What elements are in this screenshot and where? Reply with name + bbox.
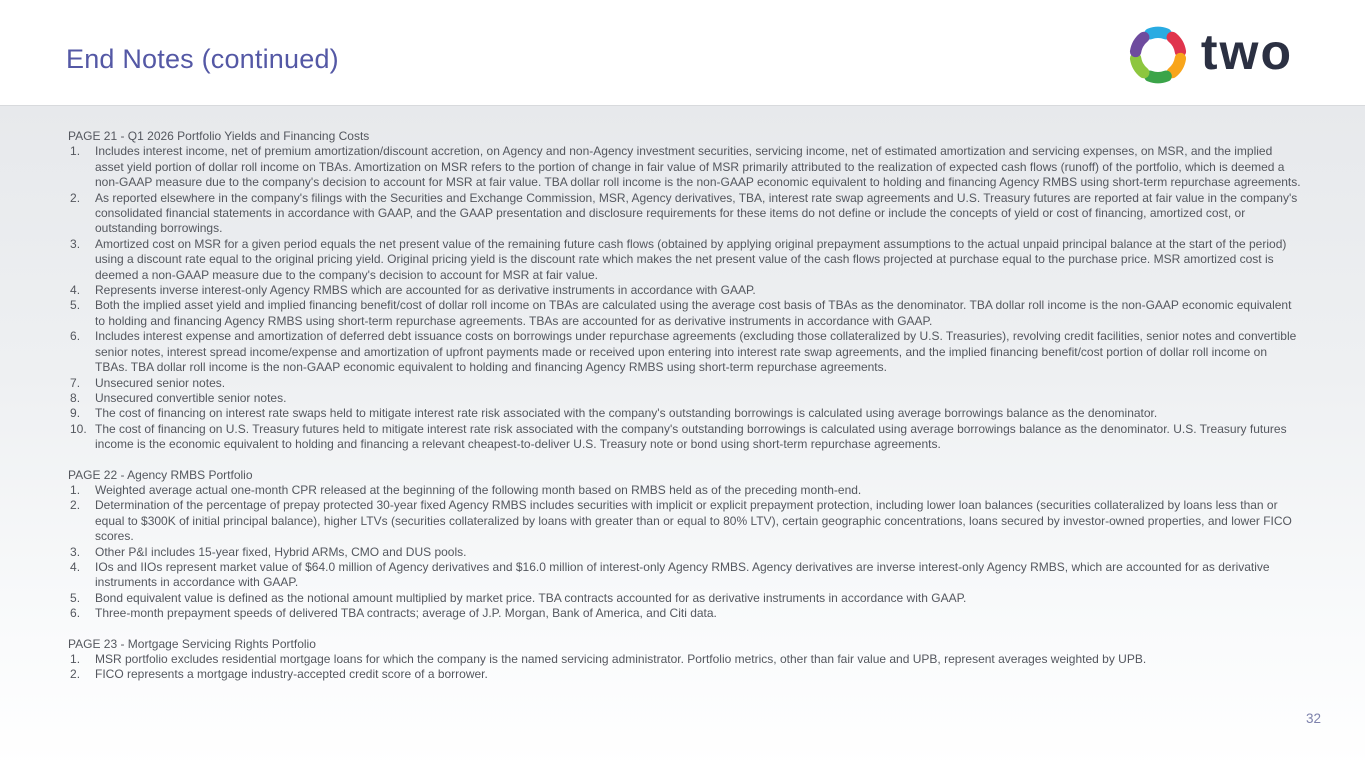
note-item: Other P&I includes 15-year fixed, Hybrid ARMs, CMO and DUS pools. <box>95 544 467 559</box>
two-harbors-hex-icon <box>1125 22 1191 88</box>
note-item: Three-month prepayment speeds of delivered TBA contracts; average of J.P. Morgan, Bank of America, and Citi data. <box>95 606 717 621</box>
section-heading: PAGE 21 - Q1 2026 Portfolio Yields and Financing Costs <box>68 129 370 143</box>
notes-content <box>68 129 1301 683</box>
note-item: Amortized cost on MSR for a given period equals the net present value of the remaining future cash flows (obtained by applying original prepayment assumptions to the actual unpaid principal balance at the start of the period) using a discount rate equal to the original pricing yield. Original pricing yield is the discount rate which makes the net present value of the cash flows projected at purchase equal to the purchase price. MSR amortized cost is deemed a non-GAAP measure due to the company's decision to account for MSR at fair value. <box>95 236 1287 282</box>
page-title: End Notes (continued) <box>66 44 339 74</box>
note-item: Unsecured convertible senior notes. <box>95 390 287 405</box>
note-item: IOs and IIOs represent market value of $64.0 million of Agency derivatives and $16.0 million of interest-only Agency RMBS. Agency derivatives are inverse interest-only Agency RMBS, which are accounted for as derivative instruments in accordance with GAAP. <box>95 559 1270 590</box>
note-item: The cost of financing on interest rate swaps held to mitigate interest rate risk associated with the company's outstanding borrowings is calculated using average borrowings balance as the denominator. <box>95 406 1158 421</box>
note-item: Weighted average actual one-month CPR released at the beginning of the following month based on RMBS held as of the preceding month-end. <box>95 482 862 497</box>
note-item: Represents inverse interest-only Agency RMBS which are accounted for as derivative instruments in accordance with GAAP. <box>95 283 756 298</box>
notes-panel <box>0 105 1365 768</box>
logo-wordmark: two <box>1200 24 1293 80</box>
section-heading: PAGE 23 - Mortgage Servicing Rights Portfolio <box>68 636 316 651</box>
note-item: Bond equivalent value is defined as the notional amount multiplied by market price. TBA contracts accounted for as derivative instruments in accordance with GAAP. <box>95 590 967 605</box>
note-item: MSR portfolio excludes residential mortgage loans for which the company is the named servicing administrator. Portfolio metrics, other than fair value and UPB, represent averages weighted by UPB. <box>95 652 1147 666</box>
note-item: As reported elsewhere in the company's filings with the Securities and Exchange Commission, MSR, Agency derivatives, TBA, interest rate swap agreements and U.S. Treasury futures are reported at fair value in the company's consolidated financial statements in accordance with GAAP, and the GAAP presentation and disclosure requirements for these items do not define or include the concepts of yield or cost of financing, amortized cost, or outstanding borrowings. <box>95 190 1298 236</box>
page-number: 32 <box>1305 711 1321 726</box>
section-page-22 <box>68 468 1301 622</box>
header <box>0 0 1365 105</box>
note-item: The cost of financing on U.S. Treasury futures held to mitigate interest rate risk associated with the company's outstanding borrowings is calculated using average borrowings balance as the denominator. U.S. Treasury futures income is the economic equivalent to holding and financing a relevant cheapest-to-deliver U.S. Treasury note or bond using short-term repurchase agreements. <box>95 421 1287 452</box>
note-item: Includes interest income, net of premium amortization/discount accretion, on Agency and non-Agency investment securities, servicing income, net of estimated amortization and servicing expenses, on MSR, and the implied asset yield portion of dollar roll income on TBAs. Amortization on MSR refers to the portion of change in fair value of MSR primarily attributed to the realization of expected cash flows (runoff) of the portfolio, which is deemed a non-GAAP measure due to the company's decision to account for MSR at fair value. TBA dollar roll income is the non-GAAP economic equivalent to holding and financing Agency RMBS using short-term repurchase agreements. <box>95 144 1301 190</box>
note-item: Both the implied asset yield and implied financing benefit/cost of dollar roll income on TBAs are calculated using the average cost basis of TBAs as the denominator. TBA dollar roll income is the non-GAAP economic equivalent to holding and financing Agency RMBS using short-term repurchase agreements. TBAs are accounted for as derivative instruments in accordance with GAAP. <box>95 298 1292 328</box>
note-item: FICO represents a mortgage industry-accepted credit score of a borrower. <box>95 667 488 682</box>
section-page-21 <box>68 129 1301 453</box>
note-item: Determination of the percentage of prepay protected 30-year fixed Agency RMBS includes securities with implicit or explicit prepayment protection, including lower loan balances (securities collateralized by loans less than or equal to $300K of initial principal balance), higher LTVs (securities collateralized by loans with greater than or equal to 80% LTV), certain geographic concentrations, loans secured by investor-owned properties, and lower FICO scores. <box>95 498 1292 544</box>
section-page-23 <box>68 637 1301 683</box>
notes-list <box>68 144 1301 452</box>
note-item: Unsecured senior notes. <box>95 375 226 390</box>
company-logo <box>1125 22 1293 88</box>
note-item: Includes interest expense and amortization of deferred debt issuance costs on borrowings under repurchase agreements (excluding those collateralized by U.S. Treasuries), revolving credit facilities, senior notes and convertible senior notes, interest spread income/expense and amortization of upfront payments made or received upon entering into interest rate swap agreements, and the implied financing benefit/cost portion of dollar roll income on TBAs. TBA dollar roll income is the non-GAAP economic equivalent to holding and financing Agency RMBS using short-term repurchase agreements. <box>95 329 1297 375</box>
section-heading: PAGE 22 - Agency RMBS Portfolio <box>68 467 253 482</box>
notes-list <box>68 483 1301 622</box>
notes-list <box>68 652 1301 683</box>
